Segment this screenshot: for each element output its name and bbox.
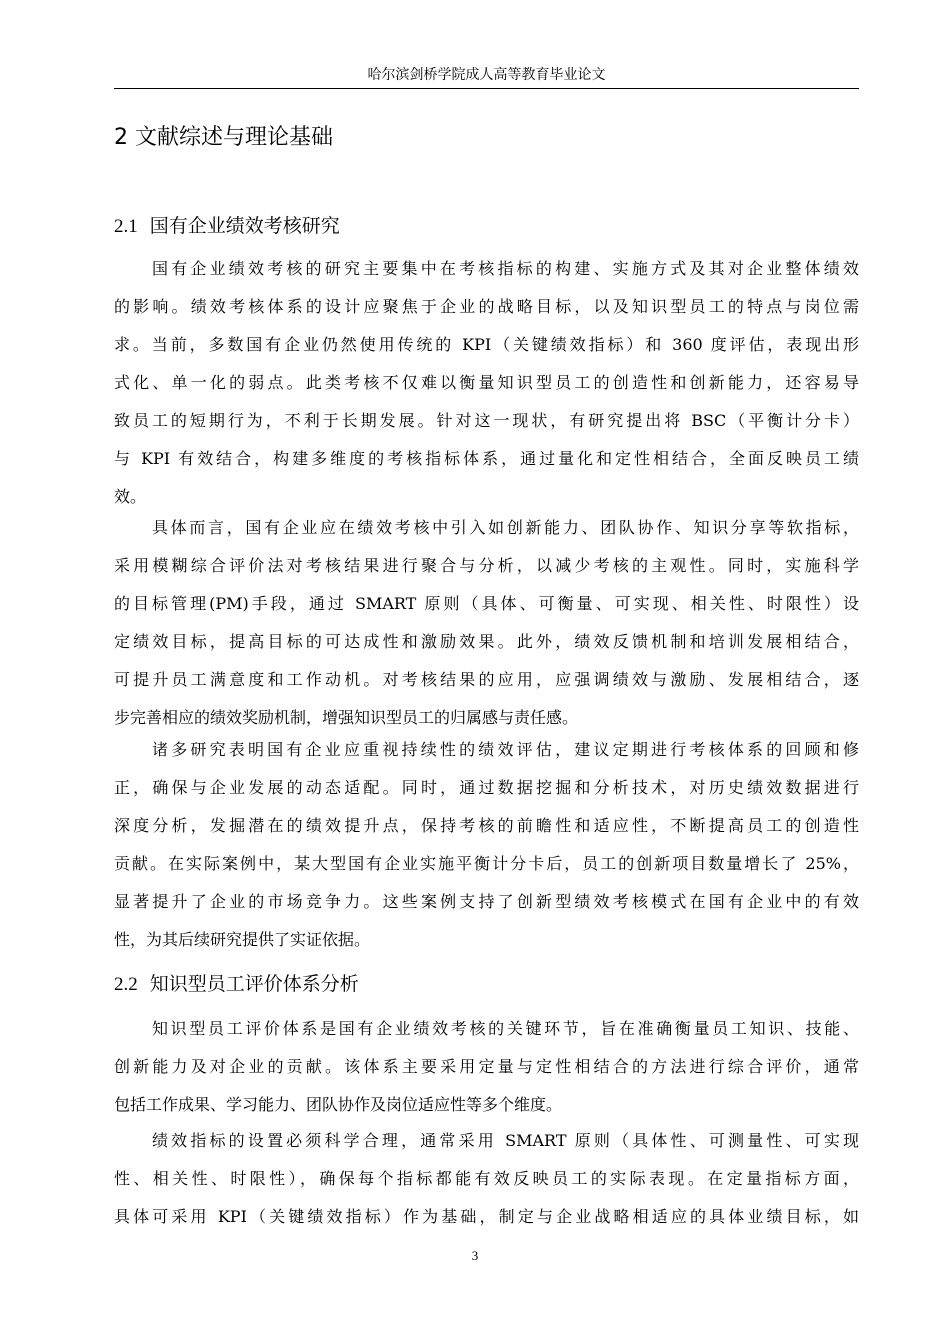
section-title: 知识型员工评价体系分析	[149, 973, 359, 995]
text-line: 求。当前，多数国有企业仍然使用传统的 KPI（关键绩效指标）和 360 度评估，表现出形	[114, 335, 859, 354]
text-line: 国有企业绩效考核的研究主要集中在考核指标的构建、实施方式及其对企业整体绩效	[152, 259, 859, 278]
text-line: 的影响。绩效考核体系的设计应聚焦于企业的战略目标，以及知识型员工的特点与岗位需	[114, 297, 859, 316]
text-line: 具体可采用 KPI（关键绩效指标）作为基础，制定与企业战略相适应的具体业绩目标，如	[114, 1207, 859, 1226]
paragraph-4	[114, 1010, 859, 1124]
text-line: 性，为其后续研究提供了实证依据。	[114, 930, 371, 949]
text-line: 诸多研究表明国有企业应重视持续性的绩效评估，建议定期进行考核体系的回顾和修	[152, 740, 859, 759]
text-line: 与 KPI 有效结合，构建多维度的考核指标体系，通过量化和定性相结合，全面反映员工绩	[114, 449, 859, 468]
section-number: 2.2	[114, 974, 138, 995]
text-line: 可提升员工满意度和工作动机。对考核结果的应用，应强调绩效与激励、发展相结合，逐	[114, 670, 859, 689]
text-line: 知识型员工评价体系是国有企业绩效考核的关键环节，旨在准确衡量员工知识、技能、	[152, 1019, 859, 1038]
text-line: 步完善相应的绩效奖励机制，增强知识型员工的归属感与责任感。	[114, 708, 579, 727]
text-line: 绩效指标的设置必须科学合理，通常采用 SMART 原则（具体性、可测量性、可实现	[152, 1131, 859, 1150]
paragraph-2	[114, 509, 859, 737]
chapter-title: 2 文献综述与理论基础	[114, 125, 333, 150]
text-line: 正，确保与企业发展的动态适配。同时，通过数据挖掘和分析技术，对历史绩效数据进行	[114, 778, 859, 797]
text-line: 贡献。在实际案例中，某大型国有企业实施平衡计分卡后，员工的创新项目数量增长了 25%，	[114, 854, 859, 873]
text-line: 采用模糊综合评价法对考核结果进行聚合与分析，以减少考核的主观性。同时，实施科学	[114, 556, 859, 575]
text-line: 显著提升了企业的市场竞争力。这些案例支持了创新型绩效考核模式在国有企业中的有效	[114, 892, 859, 911]
paragraph-3	[114, 731, 859, 959]
section-heading-2-1	[114, 212, 340, 241]
text-line: 式化、单一化的弱点。此类考核不仅难以衡量知识型员工的创造性和创新能力，还容易导	[114, 373, 859, 392]
section-heading-2-2	[114, 970, 359, 999]
text-line: 具体而言，国有企业应在绩效考核中引入如创新能力、团队协作、知识分享等软指标，	[152, 518, 859, 537]
text-line: 致员工的短期行为，不利于长期发展。针对这一现状，有研究提出将 BSC（平衡计分卡）	[114, 411, 859, 430]
text-line: 的目标管理(PM)手段，通过 SMART 原则（具体、可衡量、可实现、相关性、时限性）设	[114, 594, 859, 613]
text-line: 性、相关性、时限性），确保每个指标都能有效反映员工的实际表现。在定量指标方面，	[114, 1169, 859, 1188]
header-rule	[114, 88, 859, 89]
running-header: 哈尔滨剑桥学院成人高等教育毕业论文	[367, 67, 606, 83]
paragraph-5	[114, 1122, 859, 1236]
text-line: 定绩效目标，提高目标的可达成性和激励效果。此外，绩效反馈机制和培训发展相结合，	[114, 632, 859, 651]
section-title: 国有企业绩效考核研究	[149, 215, 340, 237]
text-line: 包括工作成果、学习能力、团队协作及岗位适应性等多个维度。	[114, 1095, 563, 1114]
text-line: 效。	[114, 487, 147, 506]
paragraph-1	[114, 250, 859, 516]
text-line: 创新能力及对企业的贡献。该体系主要采用定量与定性相结合的方法进行综合评价，通常	[114, 1057, 859, 1076]
page-number: 3	[471, 1248, 479, 1263]
text-line: 深度分析，发掘潜在的绩效提升点，保持考核的前瞻性和适应性，不断提高员工的创造性	[114, 816, 859, 835]
section-number: 2.1	[114, 216, 138, 237]
